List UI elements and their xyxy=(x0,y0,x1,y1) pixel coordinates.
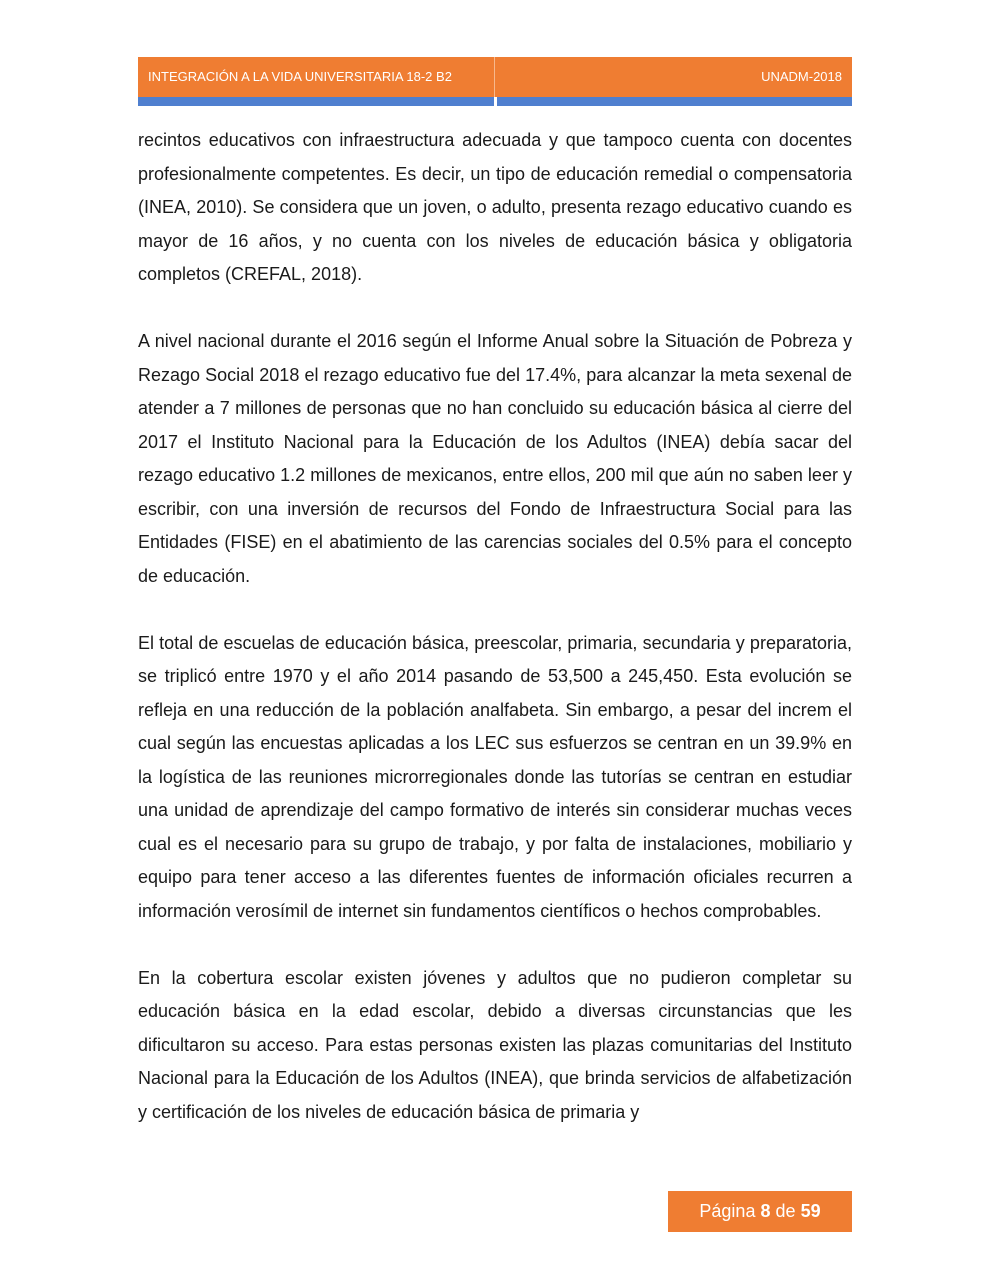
header-course-title: INTEGRACIÓN A LA VIDA UNIVERSITARIA 18-2 B2 xyxy=(138,57,495,97)
paragraph: recintos educativos con infraestructura adecuada y que tampoco cuenta con docentes profesionalmente competentes. Es decir, un tipo de educación remedial o compensatoria (INEA, 2010). Se considera que un joven, o adulto, presenta rezago educativo cuando es mayor de 16 años, y no cuenta con los niveles de educación básica y obligatoria completos (CREFAL, 2018). xyxy=(138,130,852,284)
page-label: Página xyxy=(699,1201,756,1221)
document-body xyxy=(138,124,852,1163)
paragraph: El total de escuelas de educación básica, preescolar, primaria, secundaria y preparatoria, se triplicó entre 1970 y el año 2014 pasando de 53,500 a 245,450. Esta evolución se refleja en una reducción de la población analfabeta. Sin embargo, a pesar del increm el cual según las encuestas aplicadas a los LEC sus esfuerzos se centran en un 39.9% en la logística de las reuniones microrregionales donde las tutorías se centran en estudiar una unidad de aprendizaje del campo formativo de interés sin considerar muchas veces cual es el necesario para su grupo de trabajo, y por falta de instalaciones, mobiliario y equipo para tener acceso a las diferentes fuentes de información oficiales recurren a información verosímil de internet sin fundamentos científicos o hechos comprobables. xyxy=(138,632,852,921)
header-bar-divider xyxy=(494,97,497,106)
total-pages-number: 59 xyxy=(800,1201,821,1221)
of-label: de xyxy=(775,1201,796,1221)
page-number-footer xyxy=(668,1191,852,1232)
header-institution: UNADM-2018 xyxy=(761,69,842,84)
paragraph: En la cobertura escolar existen jóvenes y adultos que no pudieron completar su educación básica en la edad escolar, debido a diversas circunstancias que les dificultaron su acceso. Para estas personas existen las plazas comunitarias del Instituto Nacional para la Educación de los Adultos (INEA), que brinda servicios de alfabetización y certificación de los niveles de educación básica de primaria y xyxy=(138,967,852,1122)
current-page-number: 8 xyxy=(760,1201,771,1221)
paragraph: A nivel nacional durante el 2016 según el Informe Anual sobre la Situación de Pobreza y Rezago Social 2018 el rezago educativo fue del 17.4%, para alcanzar la meta sexenal de atender a 7 millones de personas que no han concluido su educación básica al cierre del 2017 el Instituto Nacional para la Educación de los Adultos (INEA) debía sacar del rezago educativo 1.2 millones de mexicanos, entre ellos, 200 mil que aún no saben leer y escribir, con una inversión de recursos del Fondo de Infraestructura Social para las Entidades (FISE) en el abatimiento de las carencias sociales del 0.5% para el concepto de educación. xyxy=(138,331,852,586)
page-header xyxy=(138,57,852,97)
